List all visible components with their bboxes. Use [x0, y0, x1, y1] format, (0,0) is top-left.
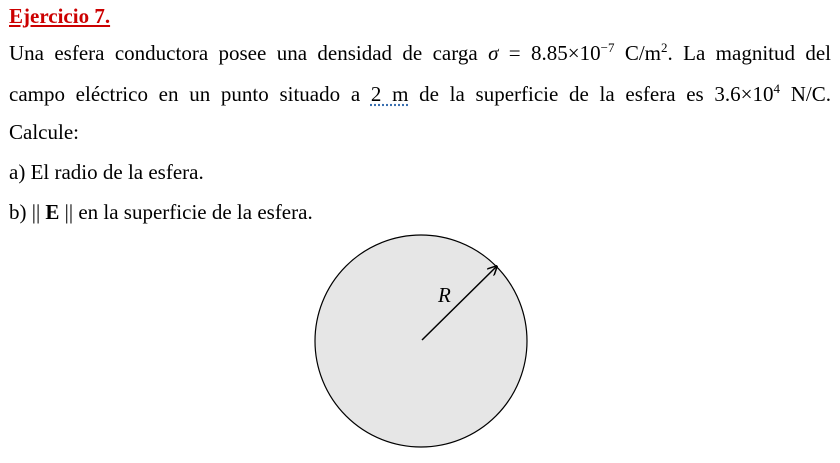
text-segment: de la superficie de la esfera es 3.6×10	[419, 82, 774, 106]
sigma-symbol: σ	[488, 41, 499, 65]
text-segment: N/C.	[790, 82, 832, 106]
text-segment: = 8.85×10	[508, 41, 601, 65]
question-a: a) El radio de la esfera.	[9, 160, 204, 184]
text-segment: Una esfera conductora posee una densidad de carga	[9, 41, 478, 65]
text-segment: b) ||	[9, 200, 41, 224]
exponent: −7	[600, 40, 615, 55]
radius-label: R	[438, 283, 451, 307]
exponent: 2	[661, 40, 668, 55]
exponent: 4	[773, 81, 781, 96]
exercise-title: Ejercicio 7.	[9, 4, 111, 28]
distance-value: 2 m	[370, 82, 409, 106]
text-segment: C/m	[624, 41, 662, 65]
calcule-label: Calcule:	[9, 120, 79, 144]
text-segment: || en la superficie de la esfera.	[64, 200, 313, 224]
text-segment: . La magnitud del	[667, 41, 832, 65]
text-segment: campo eléctrico en un punto situado a	[9, 82, 361, 106]
field-symbol: E	[45, 200, 60, 224]
